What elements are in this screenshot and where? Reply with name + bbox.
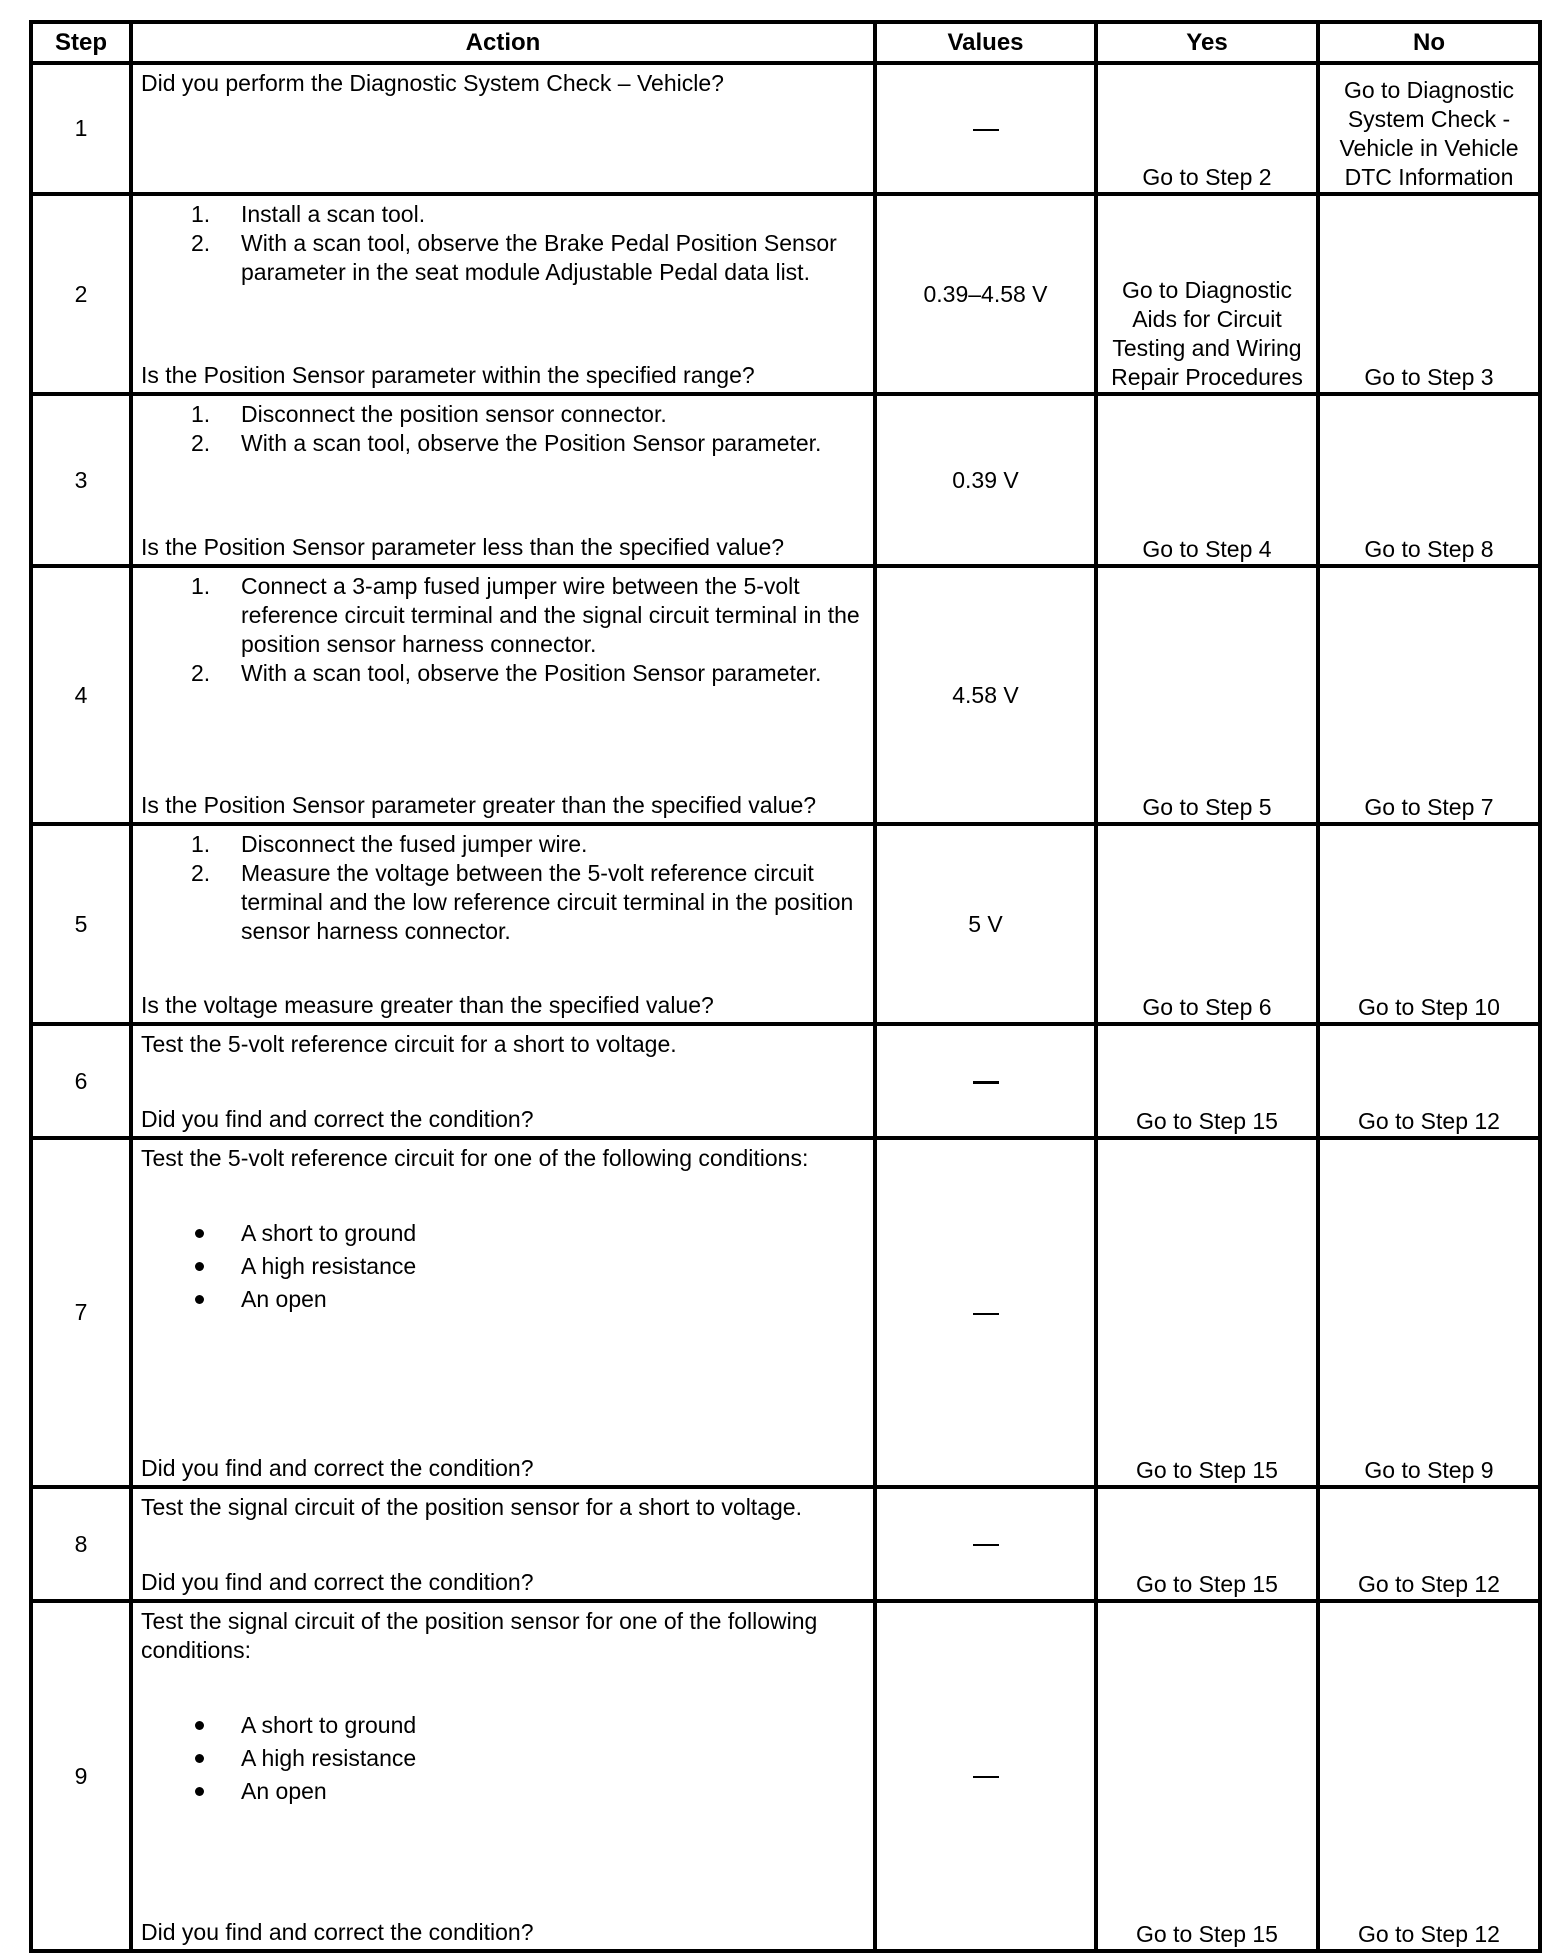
step-number: 4 [31, 566, 131, 824]
action-cell [131, 1487, 875, 1601]
no-link[interactable]: Go to Step 12 [1318, 1487, 1540, 1601]
bullet-icon [195, 1721, 204, 1730]
step-number: 6 [31, 1024, 131, 1138]
action-cell [131, 1601, 875, 1951]
table-row [31, 1601, 1540, 1951]
value-cell: 0.39 V [875, 394, 1096, 566]
list-item: 1. Disconnect the fused jumper wire. [191, 831, 588, 857]
action-cell [131, 63, 875, 194]
dash-icon [973, 1776, 999, 1778]
list-item: A high resistance [141, 1250, 865, 1283]
action-question: Is the voltage measure greater than the specified value? [141, 992, 714, 1018]
dash-icon [973, 129, 999, 131]
dash-icon [973, 1544, 999, 1546]
step-number: 1 [31, 63, 131, 194]
no-link[interactable]: Go to Step 7 [1318, 566, 1540, 824]
action-question: Did you find and correct the condition? [141, 1106, 534, 1132]
list-item: An open [141, 1775, 865, 1808]
no-link[interactable]: Go to Step 10 [1318, 824, 1540, 1024]
table-row [31, 194, 1540, 394]
action-cell [131, 194, 875, 394]
action-text: Test the signal circuit of the position sensor for one of the following conditions: [141, 1608, 818, 1663]
list-item: 1. Connect a 3-amp fused jumper wire between the 5-volt reference circuit terminal and the signal circuit terminal in the position sensor harness connector. [191, 573, 860, 657]
bullet-icon [195, 1787, 204, 1796]
table-row [31, 63, 1540, 194]
condition-list [141, 1217, 865, 1316]
procedure-list [141, 400, 865, 458]
yes-link[interactable]: Go to Step 5 [1096, 566, 1318, 824]
list-item: 2. Measure the voltage between the 5-volt reference circuit terminal and the low reference circuit terminal in the position sensor harness connector. [191, 860, 854, 944]
value-cell: 5 V [875, 824, 1096, 1024]
table-row [31, 824, 1540, 1024]
diagnostic-table [29, 20, 1542, 1953]
bullet-icon [195, 1754, 204, 1763]
list-item: A high resistance [141, 1742, 865, 1775]
bullet-icon [195, 1295, 204, 1304]
no-link[interactable]: Go to Step 12 [1318, 1601, 1540, 1951]
header-action: Action [131, 22, 875, 63]
action-cell [131, 824, 875, 1024]
value-cell: 0.39–4.58 V [875, 194, 1096, 394]
yes-link[interactable]: Go to Diagnostic Aids for Circuit Testing and Wiring Repair Procedures [1096, 194, 1318, 394]
bullet-icon [195, 1262, 204, 1271]
header-values: Values [875, 22, 1096, 63]
step-number: 3 [31, 394, 131, 566]
header-step: Step [31, 22, 131, 63]
no-link[interactable]: Go to Step 9 [1318, 1138, 1540, 1487]
yes-link[interactable]: Go to Step 15 [1096, 1024, 1318, 1138]
action-cell [131, 566, 875, 824]
dash-icon [973, 1313, 999, 1315]
table-row [31, 1487, 1540, 1601]
bullet-icon [195, 1229, 204, 1238]
yes-link[interactable]: Go to Step 15 [1096, 1601, 1318, 1951]
yes-link[interactable]: Go to Step 6 [1096, 824, 1318, 1024]
procedure-list [141, 830, 865, 946]
action-question: Is the Position Sensor parameter greater than the specified value? [141, 792, 817, 818]
step-number: 7 [31, 1138, 131, 1487]
no-link[interactable]: Go to Step 8 [1318, 394, 1540, 566]
no-link[interactable]: Go to Diagnostic System Check - Vehicle in Vehicle DTC Information [1318, 63, 1540, 194]
yes-link[interactable]: Go to Step 2 [1096, 63, 1318, 194]
no-link[interactable]: Go to Step 12 [1318, 1024, 1540, 1138]
condition-list [141, 1709, 865, 1808]
action-cell [131, 1024, 875, 1138]
action-question: Did you find and correct the condition? [141, 1569, 534, 1595]
action-text: Test the 5-volt reference circuit for a short to voltage. [141, 1031, 677, 1057]
value-cell [875, 1024, 1096, 1138]
list-item: 2. With a scan tool, observe the Position Sensor parameter. [191, 430, 822, 456]
header-yes: Yes [1096, 22, 1318, 63]
yes-link[interactable]: Go to Step 15 [1096, 1138, 1318, 1487]
action-question: Did you find and correct the condition? [141, 1919, 534, 1945]
list-item: A short to ground [141, 1709, 865, 1742]
action-question: Is the Position Sensor parameter within the specified range? [141, 362, 755, 388]
yes-link[interactable]: Go to Step 4 [1096, 394, 1318, 566]
yes-link[interactable]: Go to Step 15 [1096, 1487, 1318, 1601]
step-number: 9 [31, 1601, 131, 1951]
value-cell [875, 1138, 1096, 1487]
table-row [31, 1024, 1540, 1138]
value-cell [875, 63, 1096, 194]
header-no: No [1318, 22, 1540, 63]
procedure-list [141, 572, 865, 688]
action-question: Did you find and correct the condition? [141, 1455, 534, 1481]
action-cell [131, 1138, 875, 1487]
header-row [31, 22, 1540, 63]
list-item: An open [141, 1283, 865, 1316]
value-cell [875, 1601, 1096, 1951]
action-text: Test the 5-volt reference circuit for one of the following conditions: [141, 1145, 809, 1171]
value-cell: 4.58 V [875, 566, 1096, 824]
procedure-list [141, 200, 865, 287]
step-number: 2 [31, 194, 131, 394]
table-row [31, 394, 1540, 566]
dash-icon [973, 1081, 999, 1084]
list-item: 2. With a scan tool, observe the Brake Pedal Position Sensor parameter in the seat module Adjustable Pedal data list. [191, 230, 837, 285]
action-cell [131, 394, 875, 566]
list-item: 2. With a scan tool, observe the Position Sensor parameter. [191, 660, 822, 686]
list-item: A short to ground [141, 1217, 865, 1250]
action-question: Is the Position Sensor parameter less than the specified value? [141, 534, 785, 560]
action-text: Test the signal circuit of the position sensor for a short to voltage. [141, 1494, 802, 1520]
table-row [31, 566, 1540, 824]
action-text: Did you perform the Diagnostic System Check – Vehicle? [141, 70, 724, 96]
table-row [31, 1138, 1540, 1487]
value-cell [875, 1487, 1096, 1601]
step-number: 5 [31, 824, 131, 1024]
list-item: 1. Disconnect the position sensor connector. [191, 401, 667, 427]
no-link[interactable]: Go to Step 3 [1318, 194, 1540, 394]
step-number: 8 [31, 1487, 131, 1601]
list-item: 1. Install a scan tool. [191, 201, 426, 227]
